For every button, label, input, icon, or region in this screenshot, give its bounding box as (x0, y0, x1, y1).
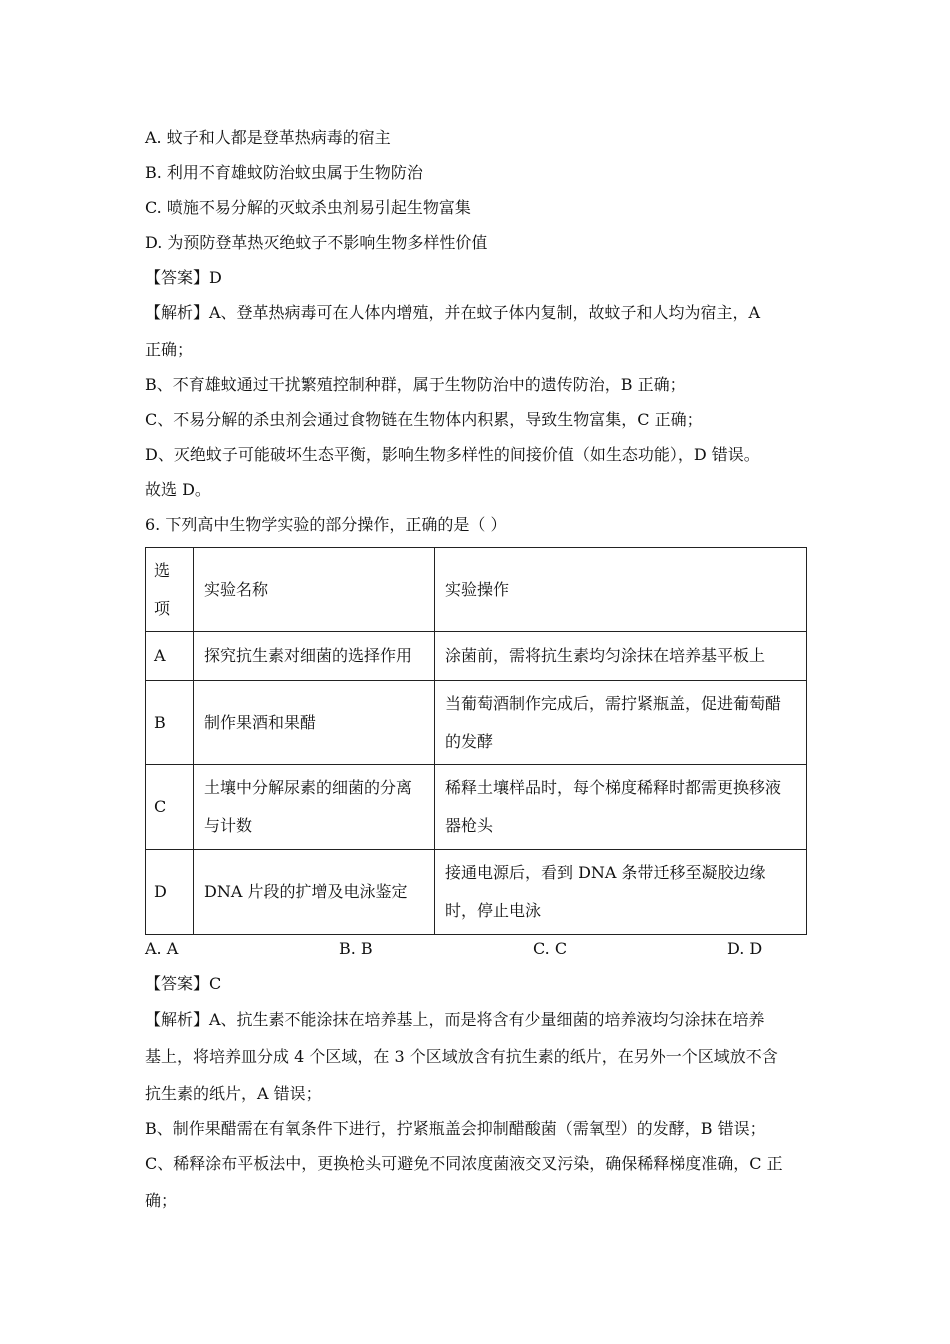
choice-c: C. C (533, 939, 568, 958)
row-name: 探究抗生素对细菌的选择作用 (194, 632, 435, 681)
row-operation: 当葡萄酒制作完成后，需拧紧瓶盖，促进葡萄醋的发酵 (435, 681, 807, 765)
table-row (146, 681, 807, 765)
choice-a: A. A (145, 939, 179, 958)
row-operation: 稀释土壤样品时，每个梯度稀释时都需更换移液器枪头 (435, 765, 807, 850)
row-name: 土壤中分解尿素的细菌的分离与计数 (194, 765, 435, 850)
header-option: 选项 (146, 548, 194, 632)
answer-choices (0, 938, 950, 960)
analysis-line: B、制作果醋需在有氧条件下进行，拧紧瓶盖会抑制醋酸菌（需氧型）的发酵，B 错误； (145, 1119, 766, 1138)
analysis-line: 抗生素的纸片，A 错误； (145, 1084, 322, 1103)
question-stem: 6. 下列高中生物学实验的部分操作，正确的是（ ） (145, 515, 507, 534)
table-row (146, 632, 807, 681)
prev-option-b: B. 利用不育雄蚊防治蚊虫属于生物防治 (145, 163, 423, 182)
row-name: 制作果酒和果醋 (194, 681, 435, 765)
row-option: C (146, 765, 194, 850)
experiment-table (145, 547, 807, 935)
prev-analysis-line: 正确； (145, 340, 194, 359)
row-option: B (146, 681, 194, 765)
row-option: D (146, 850, 194, 935)
prev-analysis-line: B、不育雄蚊通过干扰繁殖控制种群，属于生物防治中的遗传防治，B 正确； (145, 375, 686, 394)
header-name: 实验名称 (194, 548, 435, 632)
table-row (146, 765, 807, 850)
prev-answer: 【答案】D (145, 268, 222, 287)
prev-analysis-line: C、不易分解的杀虫剂会通过食物链在生物体内积累，导致生物富集，C 正确； (145, 410, 703, 429)
prev-analysis-line: D、灭绝蚊子可能破坏生态平衡，影响生物多样性的间接价值（如生态功能），D 错误。 (145, 445, 760, 464)
choice-b: B. B (339, 939, 373, 958)
prev-analysis-line: 【解析】A、登革热病毒可在人体内增殖，并在蚊子体内复制，故蚊子和人均为宿主，A (145, 303, 761, 322)
analysis-line: C、稀释涂布平板法中，更换枪头可避免不同浓度菌液交叉污染，确保稀释梯度准确，C 正 (145, 1154, 783, 1173)
analysis-line: 【解析】A、抗生素不能涂抹在培养基上，而是将含有少量细菌的培养液均匀涂抹在培养 (145, 1010, 765, 1029)
prev-analysis-line: 故选 D。 (145, 480, 211, 499)
row-operation: 接通电源后，看到 DNA 条带迁移至凝胶边缘时，停止电泳 (435, 850, 807, 935)
prev-option-a: A. 蚊子和人都是登革热病毒的宿主 (145, 128, 391, 147)
row-name: DNA 片段的扩增及电泳鉴定 (194, 850, 435, 935)
table-row (146, 850, 807, 935)
prev-option-d: D. 为预防登革热灭绝蚊子不影响生物多样性价值 (145, 233, 488, 252)
question-answer: 【答案】C (145, 974, 222, 993)
table-header-row (146, 548, 807, 632)
header-operation: 实验操作 (435, 548, 807, 632)
choice-d: D. D (727, 939, 763, 958)
prev-option-c: C. 喷施不易分解的灭蚊杀虫剂易引起生物富集 (145, 198, 471, 217)
analysis-line: 基上，将培养皿分成 4 个区域，在 3 个区域放含有抗生素的纸片，在另外一个区域放不含 (145, 1047, 778, 1066)
analysis-line: 确； (145, 1191, 178, 1210)
row-operation: 涂菌前，需将抗生素均匀涂抹在培养基平板上 (435, 632, 807, 681)
row-option: A (146, 632, 194, 681)
